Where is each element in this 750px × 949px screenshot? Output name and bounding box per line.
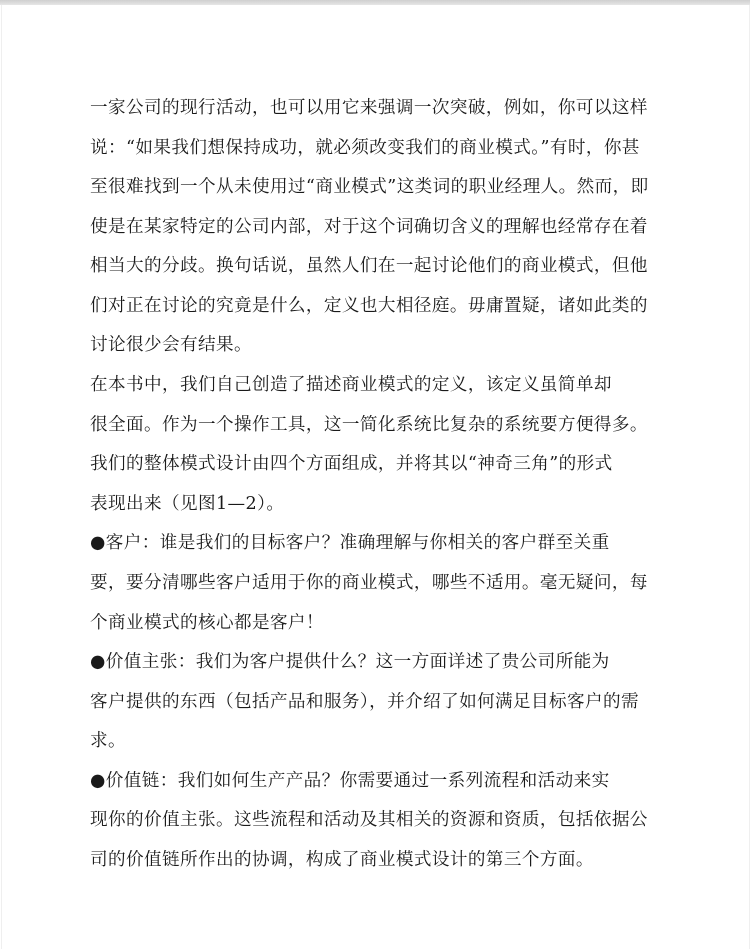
text-line: 一家公司的现行活动，也可以用它来强调一次突破，例如，你可以这样	[90, 98, 648, 118]
bullet-line-value-chain: ●价值链：我们如何生产产品？你需要通过一系列流程和活动来实	[90, 770, 610, 791]
text-line: 司的价值链所作出的协调，构成了商业模式设计的第三个方面。	[90, 849, 594, 870]
bullet-line-value-proposition: ●价值主张：我们为客户提供什么？这一方面详述了贵公司所能为	[90, 652, 610, 673]
text-line: 讨论很少会有结果。	[90, 335, 252, 356]
text-line: 现你的价值主张。这些流程和活动及其相关的资源和资质，包括依据公	[90, 810, 648, 831]
body-text	[90, 93, 670, 885]
bullet-line-customer: ●客户：谁是我们的目标客户？准确理解与你相关的客户群至关重	[90, 533, 610, 554]
text-line: 求。	[90, 731, 126, 752]
text-line: 相当大的分歧。换句话说，虽然人们在一起讨论他们的商业模式，但他	[90, 256, 648, 277]
text-line: 使是在某家特定的公司内部，对于这个词确切含义的理解也经常存在着	[90, 216, 648, 237]
text-line: 表现出来（见图1—2）。	[90, 493, 285, 514]
text-line: 至很难找到一个从未使用过“商业模式”这类词的职业经理人。然而，即	[90, 177, 649, 198]
text-line: 个商业模式的核心都是客户！	[90, 612, 324, 633]
document-page	[1, 5, 750, 949]
text-line: 要，要分清哪些客户适用于你的商业模式，哪些不适用。毫无疑问，每	[90, 572, 648, 593]
text-line: 在本书中，我们自己创造了描述商业模式的定义，该定义虽简单却	[90, 375, 612, 396]
text-line: 客户提供的东西（包括产品和服务），并介绍了如何满足目标客户的需	[90, 691, 640, 712]
text-line: 们对正在讨论的究竟是什么，定义也大相径庭。毋庸置疑，诸如此类的	[90, 295, 648, 316]
text-line: 我们的整体模式设计由四个方面组成，并将其以“神奇三角”的形式	[90, 454, 613, 475]
text-line: 很全面。作为一个操作工具，这一简化系统比复杂的系统要方便得多。	[90, 414, 648, 435]
text-line: 说：“如果我们想保持成功，就必须改变我们的商业模式。”有时，你甚	[90, 137, 640, 158]
